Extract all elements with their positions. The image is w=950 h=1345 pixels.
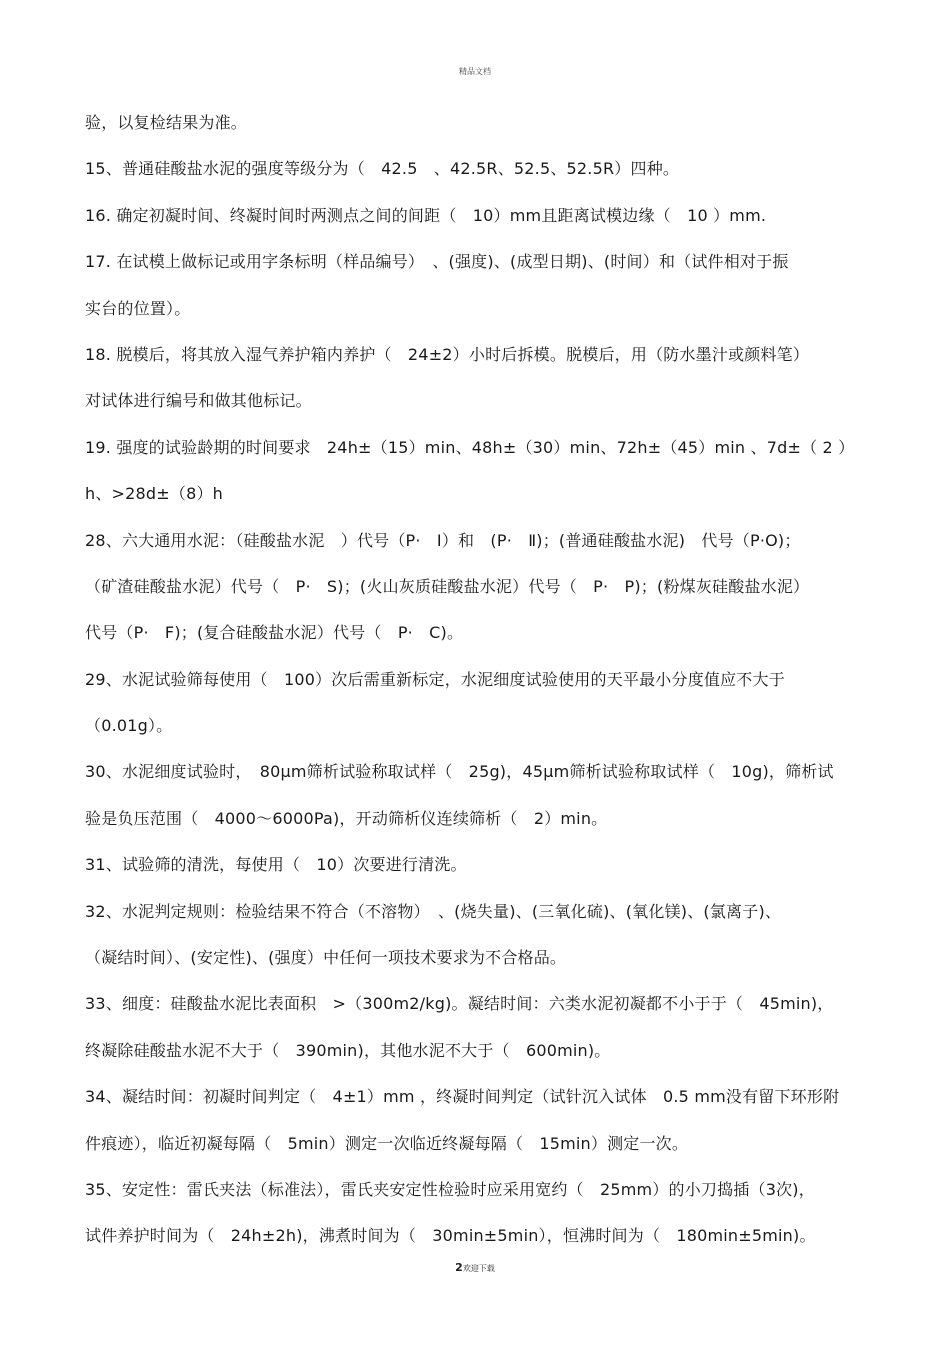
text-line: 35、安定性：雷氏夹法（标准法），雷氏夹安定性检验时应采用宽约（ 25mm）的小刀捣插（3次)， <box>85 1179 815 1199</box>
text-line: 18. 脱模后，将其放入湿气养护箱内养护（ 24±2）小时后拆模。脱模后，用（防水墨汁或颜料笔） <box>85 344 810 364</box>
page-footer <box>0 1261 950 1274</box>
text-line: 15、普通硅酸盐水泥的强度等级分为（ 42.5 、42.5R、52.5、52.5R）四种。 <box>85 159 680 179</box>
text-line: 34、凝结时间：初凝时间判定（ 4±1）mm ，终凝时间判定（试针沉入试体 0.5 mm没有留下环形附 <box>85 1087 840 1107</box>
text-line: 件痕迹），临近初凝每隔（ 5min）测定一次临近终凝每隔（ 15min）测定一次。 <box>85 1133 689 1153</box>
text-line: 29、水泥试验筛每使用（ 100）次后需重新标定，水泥细度试验使用的天平最小分度值应不大于 <box>85 669 785 689</box>
text-line: 31、试验筛的清洗，每使用（ 10）次要进行清洗。 <box>85 855 467 875</box>
text-line: 16. 确定初凝时间、终凝时间时两测点之间的间距（ 10）mm且距离试模边缘（ 10 ）mm. <box>85 205 767 225</box>
text-line: 对试体进行编号和做其他标记。 <box>85 391 312 411</box>
text-line: h、>28d±（8）h <box>85 484 223 504</box>
text-line: 17. 在试模上做标记或用字条标明（样品编号） 、(强度)、(成型日期)、(时间）和（试件相对于振 <box>85 252 789 272</box>
document-body <box>85 108 895 1268</box>
text-line: 验是负压范围（ 4000～6000Pa)，开动筛析仪连续筛析（ 2）min。 <box>85 808 608 828</box>
text-line: 33、细度：硅酸盐水泥比表面积 >（300m2/kg)。凝结时间：六类水泥初凝都不小于于（ 45min)， <box>85 994 834 1014</box>
text-line: 32、水泥判定规则：检验结果不符合（不溶物） 、(烧失量)、(三氧化硫)、(氧化镁)、(氯离子)、 <box>85 901 782 921</box>
page-header: 精品文档 <box>459 67 491 76</box>
text-line: 代号（P· F)；(复合硅酸盐水泥）代号（ P· C)。 <box>85 623 464 643</box>
text-line: （矿渣硅酸盐水泥）代号（ P· S)；(火山灰质硅酸盐水泥）代号（ P· P)；(粉煤灰硅酸盐水泥） <box>85 576 810 596</box>
text-line: 终凝除硅酸盐水泥不大于（ 390min)，其他水泥不大于（ 600min)。 <box>85 1040 611 1060</box>
text-line: 试件养护时间为（ 24h±2h)，沸煮时间为（ 30min±5min），恒沸时间为（ 180min±5min)。 <box>85 1226 816 1246</box>
text-line: 实台的位置）。 <box>85 298 191 318</box>
text-line: 19. 强度的试验龄期的时间要求 24h±（15）min、48h±（30）min、72h±（45）min 、7d±（ 2 ） <box>85 437 855 457</box>
footer-text: 欢迎下载 <box>462 1264 495 1273</box>
text-line: （凝结时间）、(安定性)、(强度）中任何一项技术要求为不合格品。 <box>85 948 567 968</box>
text-line: 验，以复检结果为准。 <box>85 113 248 132</box>
page-number: 2 <box>455 1261 463 1274</box>
text-line: （0.01g）。 <box>85 716 173 736</box>
text-line: 30、水泥细度试验时， 80μm筛析试验称取试样（ 25g)，45μm筛析试验称取试样（ 10g)，筛析试 <box>85 762 834 782</box>
text-line: 28、六大通用水泥：（硅酸盐水泥 ）代号（P· Ⅰ）和 (P· Ⅱ)；(普通硅酸盐水泥) 代号（P·O)； <box>85 530 801 550</box>
